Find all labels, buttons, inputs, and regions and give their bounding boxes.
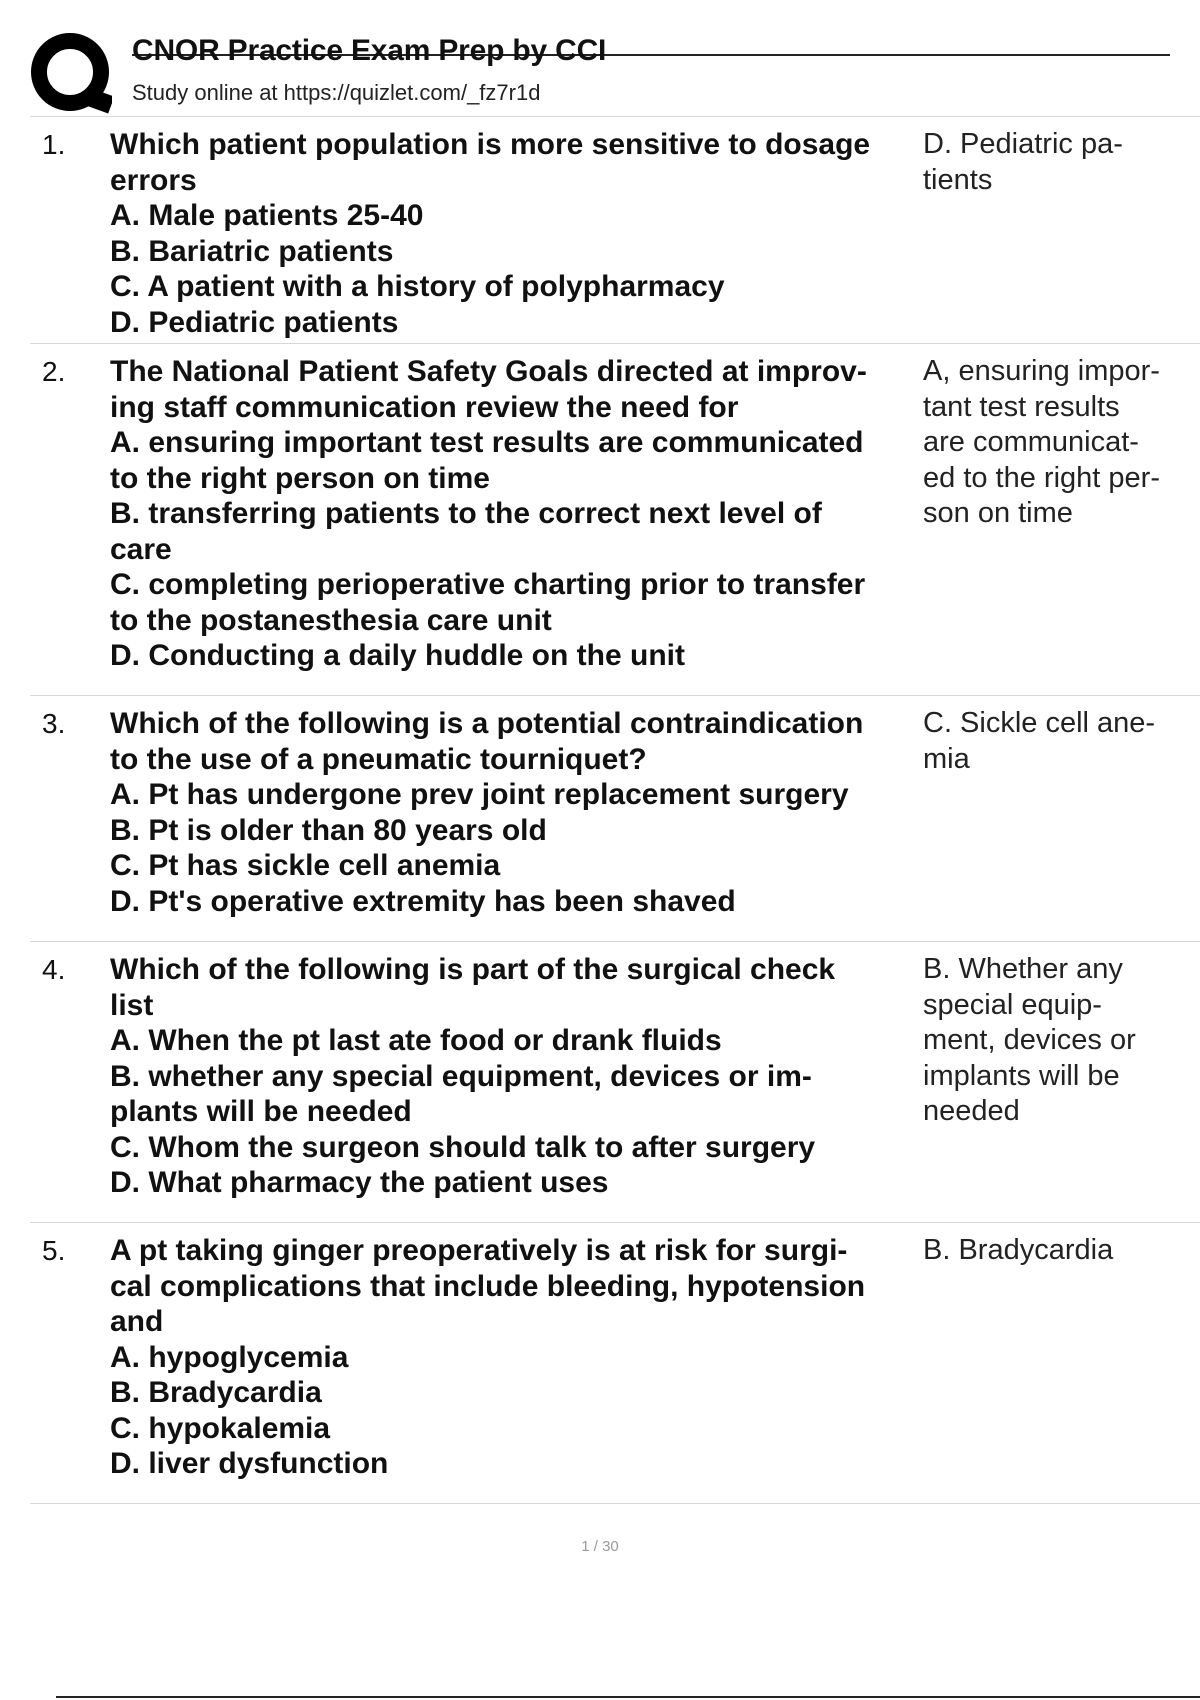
answer-line: are communicat- bbox=[923, 426, 1139, 458]
answer-line: needed bbox=[923, 1095, 1020, 1127]
question-line: B. whether any special equipment, devices or im- bbox=[110, 1059, 812, 1093]
answer-line: implants will be bbox=[923, 1059, 1120, 1092]
question-line: Which patient population is more sensitive to dosage bbox=[110, 128, 871, 161]
quizlet-q-logo-icon bbox=[30, 32, 112, 114]
answer-text bbox=[923, 706, 1193, 777]
study-online-link[interactable]: Study online at https://quizlet.com/_fz7r1d bbox=[132, 80, 541, 105]
question-line: B. transferring patients to the correct next level of bbox=[110, 497, 822, 530]
document-title: CNOR Practice Exam Prep by CCI bbox=[132, 34, 607, 67]
question-number: 3. bbox=[42, 708, 66, 739]
question-line: A. ensuring important test results are communicated bbox=[110, 426, 864, 459]
question-line: C. completing perioperative charting prior to transfer bbox=[110, 568, 866, 601]
answer-text bbox=[923, 1233, 1193, 1269]
answer-line: tant test results bbox=[923, 390, 1120, 423]
question-text bbox=[110, 952, 945, 1201]
answer-line: ed to the right per- bbox=[923, 461, 1160, 494]
qa-item bbox=[30, 696, 1200, 942]
answer-line: special equip- bbox=[923, 988, 1102, 1021]
question-line: B. Bariatric patients bbox=[110, 234, 394, 268]
question-line: to the postanesthesia care unit bbox=[110, 603, 552, 637]
question-line: A. hypoglycemia bbox=[110, 1340, 349, 1374]
question-text bbox=[110, 127, 945, 340]
question-line: C. hypokalemia bbox=[110, 1411, 331, 1445]
page-header bbox=[30, 32, 1200, 116]
bottom-rule bbox=[56, 1696, 1200, 1698]
qa-item bbox=[30, 942, 1200, 1223]
answer-line: A, ensuring impor- bbox=[923, 355, 1160, 387]
question-line: cal complications that include bleeding, hypotension bbox=[110, 1269, 866, 1303]
question-number: 5. bbox=[42, 1235, 66, 1266]
question-line: D. liver dysfunction bbox=[110, 1447, 389, 1480]
question-line: ing staff communication review the need for bbox=[110, 390, 739, 424]
question-line: A. When the pt last ate food or drank fluids bbox=[110, 1024, 722, 1057]
answer-line: tients bbox=[923, 163, 993, 196]
answer-text bbox=[923, 952, 1193, 1130]
answer-line: son on time bbox=[923, 497, 1073, 529]
question-line: list bbox=[110, 988, 154, 1022]
answer-line: ment, devices or bbox=[923, 1024, 1136, 1056]
answer-line: C. Sickle cell ane- bbox=[923, 707, 1156, 739]
answer-text bbox=[923, 127, 1193, 198]
question-line: The National Patient Safety Goals directed at improv- bbox=[110, 355, 867, 388]
answer-text bbox=[923, 354, 1193, 532]
question-text bbox=[110, 1233, 945, 1482]
question-number: 2. bbox=[42, 356, 66, 387]
answer-line: D. Pediatric pa- bbox=[923, 128, 1123, 160]
answer-line: mia bbox=[923, 742, 970, 775]
page-indicator: 1 / 30 bbox=[581, 1538, 619, 1555]
question-line: D. Pt's operative extremity has been shaved bbox=[110, 884, 736, 918]
qa-item bbox=[30, 117, 1200, 344]
question-number: 4. bbox=[42, 954, 66, 985]
question-line: C. Whom the surgeon should talk to after surgery bbox=[110, 1130, 816, 1164]
question-line: C. A patient with a history of polypharmacy bbox=[110, 270, 725, 303]
question-line: Which of the following is a potential contraindication bbox=[110, 707, 864, 740]
question-line: D. What pharmacy the patient uses bbox=[110, 1166, 609, 1199]
question-line: to the use of a pneumatic tourniquet? bbox=[110, 742, 647, 776]
answer-line: B. Bradycardia bbox=[923, 1234, 1114, 1266]
question-text bbox=[110, 706, 945, 919]
qa-item bbox=[30, 1223, 1200, 1504]
question-line: A. Pt has undergone prev joint replacement surgery bbox=[110, 778, 849, 811]
question-line: to the right person on time bbox=[110, 461, 490, 495]
question-line: B. Bradycardia bbox=[110, 1376, 322, 1409]
question-line: Which of the following is part of the surgical check bbox=[110, 953, 836, 986]
question-line: plants will be needed bbox=[110, 1095, 412, 1128]
question-line: A. Male patients 25-40 bbox=[110, 199, 424, 232]
question-line: D. Pediatric patients bbox=[110, 305, 399, 339]
question-line: care bbox=[110, 532, 172, 566]
qa-item bbox=[30, 344, 1200, 696]
qa-list bbox=[30, 117, 1200, 1504]
question-line: and bbox=[110, 1305, 164, 1338]
answer-line: B. Whether any bbox=[923, 953, 1123, 985]
question-number: 1. bbox=[42, 129, 66, 160]
question-line: B. Pt is older than 80 years old bbox=[110, 813, 547, 847]
question-line: D. Conducting a daily huddle on the unit bbox=[110, 639, 685, 672]
question-line: A pt taking ginger preoperatively is at risk for surgi- bbox=[110, 1234, 848, 1267]
question-text bbox=[110, 354, 945, 674]
question-line: C. Pt has sickle cell anemia bbox=[110, 849, 501, 882]
question-line: errors bbox=[110, 163, 197, 197]
